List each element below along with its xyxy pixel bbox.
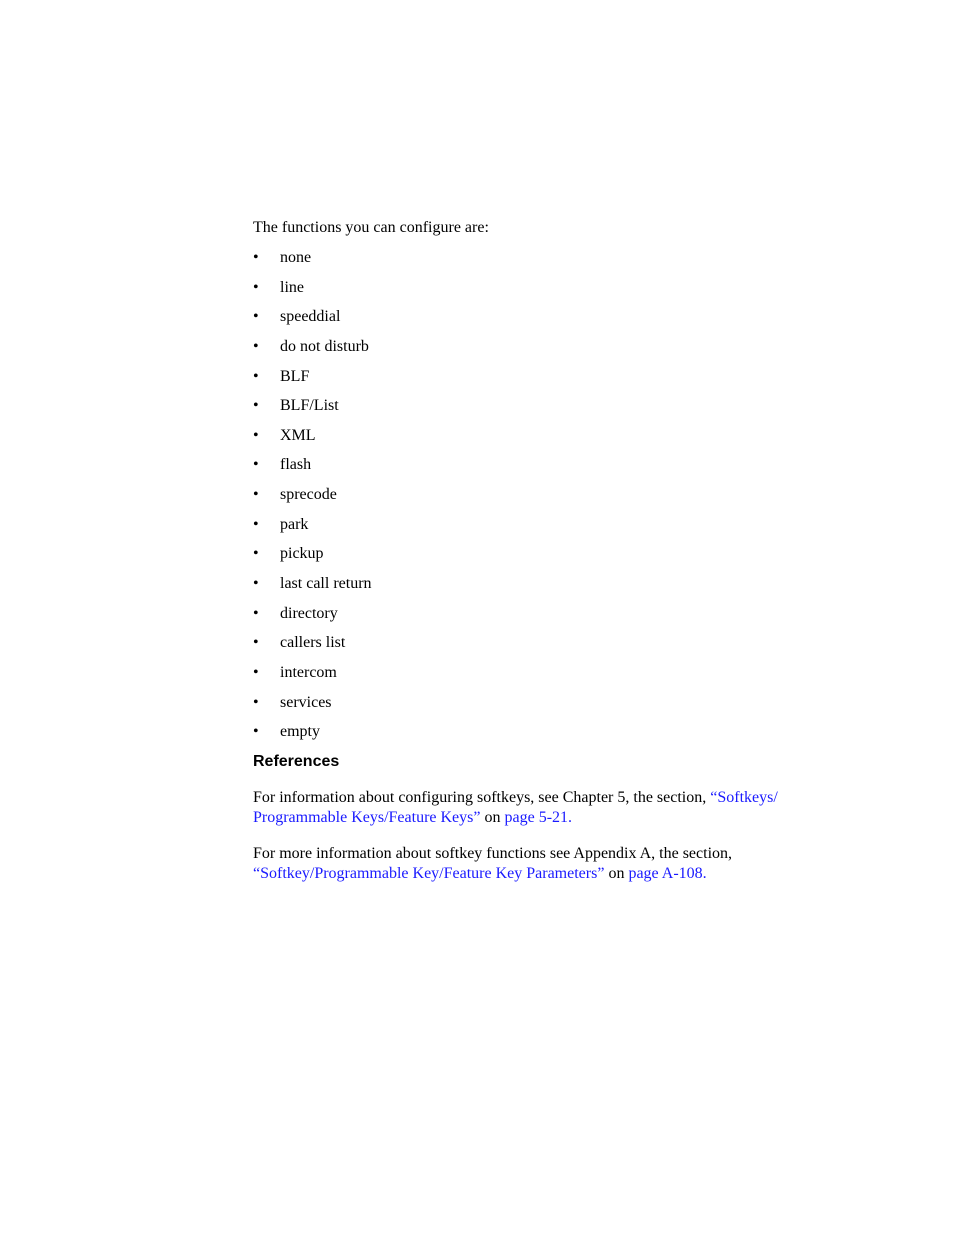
bullet-icon: • [253, 367, 259, 385]
paragraph-text: For more information about softkey functions see Appendix A, the section, [253, 844, 733, 862]
references-heading: References [253, 752, 340, 770]
bullet-icon: • [253, 693, 259, 711]
paragraph-text: For information about configuring softkeys, see Chapter 5, the section, [253, 788, 711, 806]
references-paragraph-2 [253, 844, 833, 884]
list-item [253, 574, 833, 594]
bullet-icon: • [253, 249, 259, 266]
document-page [253, 218, 833, 900]
function-name: speeddial [280, 308, 341, 326]
function-name: line [280, 278, 304, 296]
function-name: callers list [280, 634, 346, 652]
bullet-icon: • [253, 663, 259, 681]
function-name: intercom [280, 663, 337, 681]
list-item [253, 248, 833, 268]
bullet-icon: • [253, 515, 259, 533]
page-5-21-link[interactable]: page 5-21. [504, 808, 573, 826]
functions-list [253, 248, 833, 742]
bullet-icon: • [253, 575, 259, 593]
list-item [253, 426, 833, 446]
function-name: none [280, 249, 312, 266]
paragraph-text: on [604, 864, 629, 882]
list-item [253, 633, 833, 653]
function-name: flash [280, 456, 312, 474]
list-item [253, 604, 833, 624]
function-name: XML [280, 426, 316, 444]
list-item [253, 396, 833, 416]
list-item [253, 367, 833, 387]
function-name: empty [280, 723, 320, 741]
link-text[interactable]: Programmable Keys/Feature Keys” [253, 808, 481, 826]
intro-text: The functions you can configure are: [253, 219, 489, 236]
bullet-icon: • [253, 337, 259, 355]
references-paragraph-1 [253, 788, 833, 828]
bullet-icon: • [253, 278, 259, 296]
bullet-icon: • [253, 723, 259, 741]
list-item [253, 278, 833, 298]
page-a-108-link[interactable]: page A-108. [628, 864, 707, 882]
bullet-icon: • [253, 604, 259, 622]
bullet-icon: • [253, 486, 259, 504]
list-item [253, 455, 833, 475]
link-text[interactable]: “Softkeys/ [710, 788, 778, 806]
function-name: park [280, 515, 309, 533]
bullet-icon: • [253, 545, 259, 563]
bullet-icon: • [253, 397, 259, 415]
softkey-parameters-link[interactable]: “Softkey/Programmable Key/Feature Key Parameters” [253, 864, 605, 882]
list-item [253, 337, 833, 357]
function-name: services [280, 693, 332, 711]
list-item [253, 307, 833, 327]
function-name: sprecode [280, 486, 337, 504]
list-item [253, 663, 833, 683]
list-item [253, 722, 833, 742]
list-item [253, 693, 833, 713]
function-name: last call return [280, 575, 372, 593]
function-name: pickup [280, 545, 324, 563]
function-name: BLF/List [280, 397, 339, 415]
bullet-icon: • [253, 308, 259, 326]
paragraph-text: on [480, 808, 505, 826]
bullet-icon: • [253, 426, 259, 444]
function-name: do not disturb [280, 337, 369, 355]
list-item [253, 485, 833, 505]
bullet-icon: • [253, 634, 259, 652]
function-name: BLF [280, 367, 310, 385]
bullet-icon: • [253, 456, 259, 474]
list-item [253, 544, 833, 564]
function-name: directory [280, 604, 338, 622]
list-item [253, 515, 833, 535]
